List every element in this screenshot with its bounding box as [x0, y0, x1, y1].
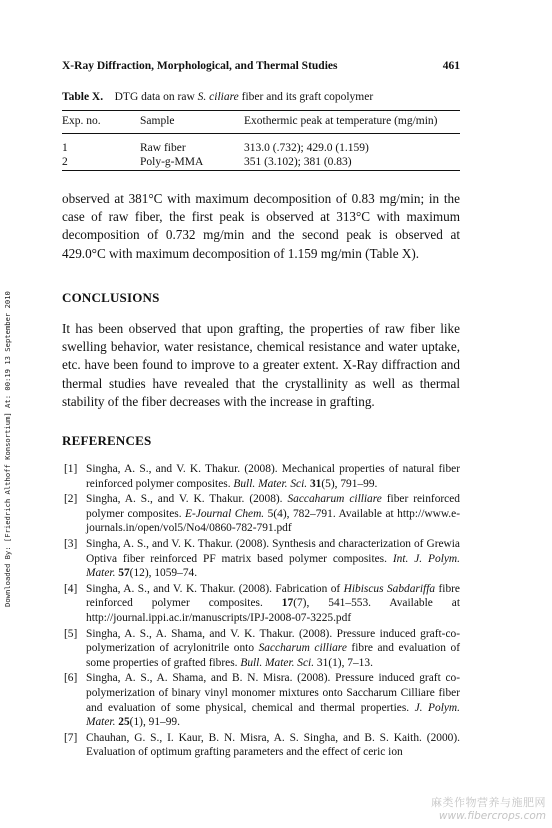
table-cell: 313.0 (.732); 429.0 (1.159) [244, 142, 369, 154]
table-caption-species: S. ciliare [197, 91, 239, 103]
reference-number: [3] [64, 537, 78, 550]
conclusions-heading: CONCLUSIONS [62, 290, 160, 305]
reference-item [62, 537, 460, 581]
column-header: Exothermic peak at temperature (mg/min) [244, 115, 438, 127]
table-cell: Raw fiber [140, 142, 186, 154]
watermark-url: www.fibercrops.com [438, 810, 546, 822]
reference-text: Singha, A. S., A. Shama, and V. K. Thakur. (2008). Pressure induced graft-co-polymerization of acrylonitrile onto [86, 627, 460, 655]
reference-number: [7] [64, 731, 78, 744]
table-header-row [62, 114, 460, 137]
reference-species: Saccharum cilliare [258, 642, 347, 655]
reference-text: 31(1), 7–13. [314, 656, 373, 669]
reference-journal: E-Journal Chem. [185, 507, 265, 520]
reference-text: Singha, A. S., A. Shama, and B. N. Misra. (2008). Pressure induced graft co- polymerization of binary vinyl monomer mixtures onto Saccharum Cilliare fiber and evaluation of some physical, chemical and thermal properties. [86, 672, 460, 714]
reference-text: Singha, A. S., and V. K. Thakur. (2008). Mechanical properties of natural fiber reinforced polymer composites. [86, 463, 460, 490]
reference-item [62, 627, 460, 671]
table-caption-post: fiber and its graft copolymer [238, 91, 374, 103]
reference-item [62, 582, 460, 626]
table-top-rule [62, 110, 460, 111]
table-caption [62, 91, 373, 103]
reference-text: (12), 1059–74. [129, 567, 198, 580]
reference-text: (5), 791–99. [321, 477, 378, 490]
reference-text: fibre and evaluation of some properties of grafted fibres. [86, 642, 460, 669]
column-header: Sample [140, 115, 175, 127]
reference-number: [1] [64, 463, 78, 475]
reference-list [62, 462, 460, 761]
reference-text: fibre reinforced polymer composites. [86, 582, 460, 610]
reference-volume: 17 [281, 597, 294, 610]
reference-text: (7), 541–553. Available at http://journal.ippi.ac.ir/manuscripts/IPJ-2008-07-3225.pdf [86, 597, 460, 624]
reference-journal: Int. J. Polym. Mater. [86, 552, 460, 580]
reference-species: Saccaharum cilliare [287, 493, 382, 506]
reference-text: Singha, A. S., and V. K. Thakur. (2008). Synthesis and characterization of Grewia Optiva fiber reinforced PF matrix based polymer composites. [86, 537, 460, 565]
table-cell: 1 [62, 142, 68, 154]
reference-volume: 25 [118, 716, 130, 729]
reference-journal: Bull. Mater. Sci. [233, 477, 308, 490]
column-header: Exp. no. [62, 115, 101, 127]
watermark [431, 794, 546, 822]
reference-text: fiber reinforced polymer composites. [86, 493, 460, 520]
reference-item [62, 731, 460, 760]
dtg-table [62, 114, 460, 169]
table-row [62, 137, 460, 155]
table-label: Table X. [62, 91, 104, 103]
reference-number: [4] [64, 582, 78, 595]
reference-text: Singha, A. S., and V. K. Thakur. (2008). Fabrication of [86, 582, 344, 595]
reference-volume: 57 [118, 567, 130, 580]
reference-volume: 31 [309, 477, 322, 490]
reference-journal: Bull. Mater. Sci. [240, 656, 315, 669]
reference-text: (1), 91–99. [129, 716, 180, 729]
reference-text: 5(4), 782–791. Available at http://www.e-journals.in/open/vol5/No4/0860-782-791.pdf [86, 507, 460, 535]
table-cell: 351 (3.102); 381 (0.83) [244, 156, 352, 168]
running-head-title: X-Ray Diffraction, Morphological, and Thermal Studies [62, 60, 338, 72]
reference-item [62, 492, 460, 536]
body-paragraph: observed at 381°C with maximum decomposition of 0.83 mg/min; in the case of raw fiber, the first peak is observed at 313°C with maximum decomposition of 0.732 mg/min and the second peak is observed at 429.0°C with maximum decomposition of 1.159 mg/min (Table X). [62, 191, 460, 261]
reference-journal: J. Polym. Mater. [86, 701, 460, 729]
reference-item [62, 671, 460, 729]
reference-item [62, 462, 460, 491]
page-number: 461 [442, 60, 460, 72]
table-bottom-rule [62, 170, 460, 171]
table-caption-pre: DTG data on raw [114, 91, 198, 103]
download-notice [0, 247, 14, 607]
table-cell: Poly-g-MMA [140, 156, 204, 168]
reference-text: Singha, A. S., and V. K. Thakur. (2008). [86, 493, 288, 506]
watermark-site-name: 麻类作物营养与施肥网 [431, 796, 546, 809]
reference-number: [2] [64, 493, 78, 506]
reference-number: [5] [64, 627, 78, 640]
download-notice-text: Downloaded By: [Friedrich Althoff Konsortium] At: 00:19 13 September 2010 [3, 291, 12, 607]
table-row [62, 155, 460, 169]
reference-text: Chauhan, G. S., I. Kaur, B. N. Misra, A. S. Singha, and B. S. Kaith. (2000). Evaluation of optimum grafting parameters and the effect of ceric ion [86, 731, 460, 759]
reference-species: Hibiscus Sabdariffa [343, 582, 436, 595]
reference-number: [6] [64, 672, 78, 685]
conclusions-paragraph: It has been observed that upon grafting, the properties of raw fiber like swelling behavior, water resistance, chemical resistance and water uptake, etc. have been found to improve to a greater extent. X-Ray diffraction and thermal studies have revealed that the crystallinity as well as thermal stability of the fiber decreases with the increase in grafting. [62, 321, 460, 409]
running-head [62, 60, 460, 72]
references-heading: REFERENCES [62, 433, 152, 448]
table-cell: 2 [62, 156, 68, 168]
